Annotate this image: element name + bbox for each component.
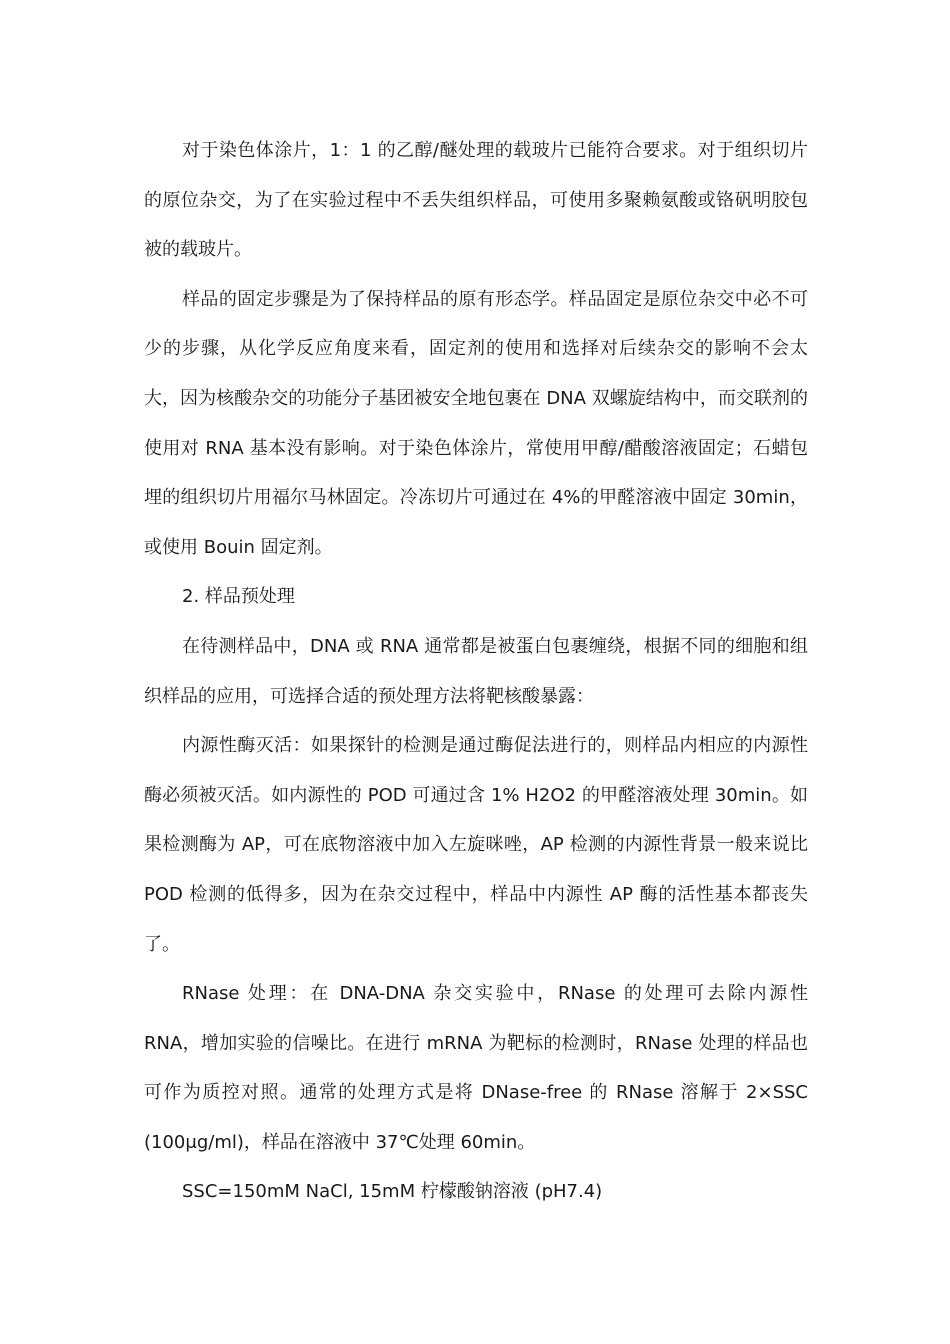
paragraph-enzyme-inactivation: 内源性酶灭活：如果探针的检测是通过酶促法进行的，则样品内相应的内源性酶必须被灭活。如内源性的 POD 可通过含 1% H2O2 的甲醛溶液处理 30min。如果检测酶为 AP，可在底物溶液中加入左旋咪唑，AP 检测的内源性背景一般来说比 POD 检测的低得多，因为在杂交过程中，样品中内源性 AP 酶的活性基本都丧失了。 [144, 735, 808, 955]
paragraph-slide-preparation: 对于染色体涂片，1：1 的乙醇/醚处理的载玻片已能符合要求。对于组织切片的原位杂交，为了在实验过程中不丢失组织样品，可使用多聚赖氨酸或铬矾明胶包被的载玻片。 [144, 140, 808, 261]
section-heading-pretreatment: 2. 样品预处理 [182, 586, 295, 608]
paragraph-rnase-treatment: RNase 处理：在 DNA-DNA 杂交实验中，RNase 的处理可去除内源性 RNA，增加实验的信噪比。在进行 mRNA 为靶标的检测时，RNase 处理的样品也可作为质控对照。通常的处理方式是将 DNase-free 的 RNase 溶解于 2×SSC (100μg/ml)，样品在溶液中 37℃处理 60min。 [144, 983, 808, 1153]
paragraph-ssc-formula: SSC=150mM NaCl, 15mM 柠檬酸钠溶液 (pH7.4) [182, 1181, 603, 1203]
paragraph-sample-fixation: 样品的固定步骤是为了保持样品的原有形态学。样品固定是原位杂交中必不可少的步骤，从化学反应角度来看，固定剂的使用和选择对后续杂交的影响不会太大，因为核酸杂交的功能分子基团被安全地包裹在 DNA 双螺旋结构中，而交联剂的使用对 RNA 基本没有影响。对于染色体涂片，常使用甲醇/醋酸溶液固定；石蜡包埋的组织切片用福尔马林固定。冷冻切片可通过在 4%的甲醛溶液中固定 30min，或使用 Bouin 固定剂。 [144, 288, 808, 558]
paragraph-pretreatment-intro: 在待测样品中，DNA 或 RNA 通常都是被蛋白包裹缠绕，根据不同的细胞和组织样品的应用，可选择合适的预处理方法将靶核酸暴露： [144, 635, 808, 707]
document-body [144, 126, 808, 1217]
